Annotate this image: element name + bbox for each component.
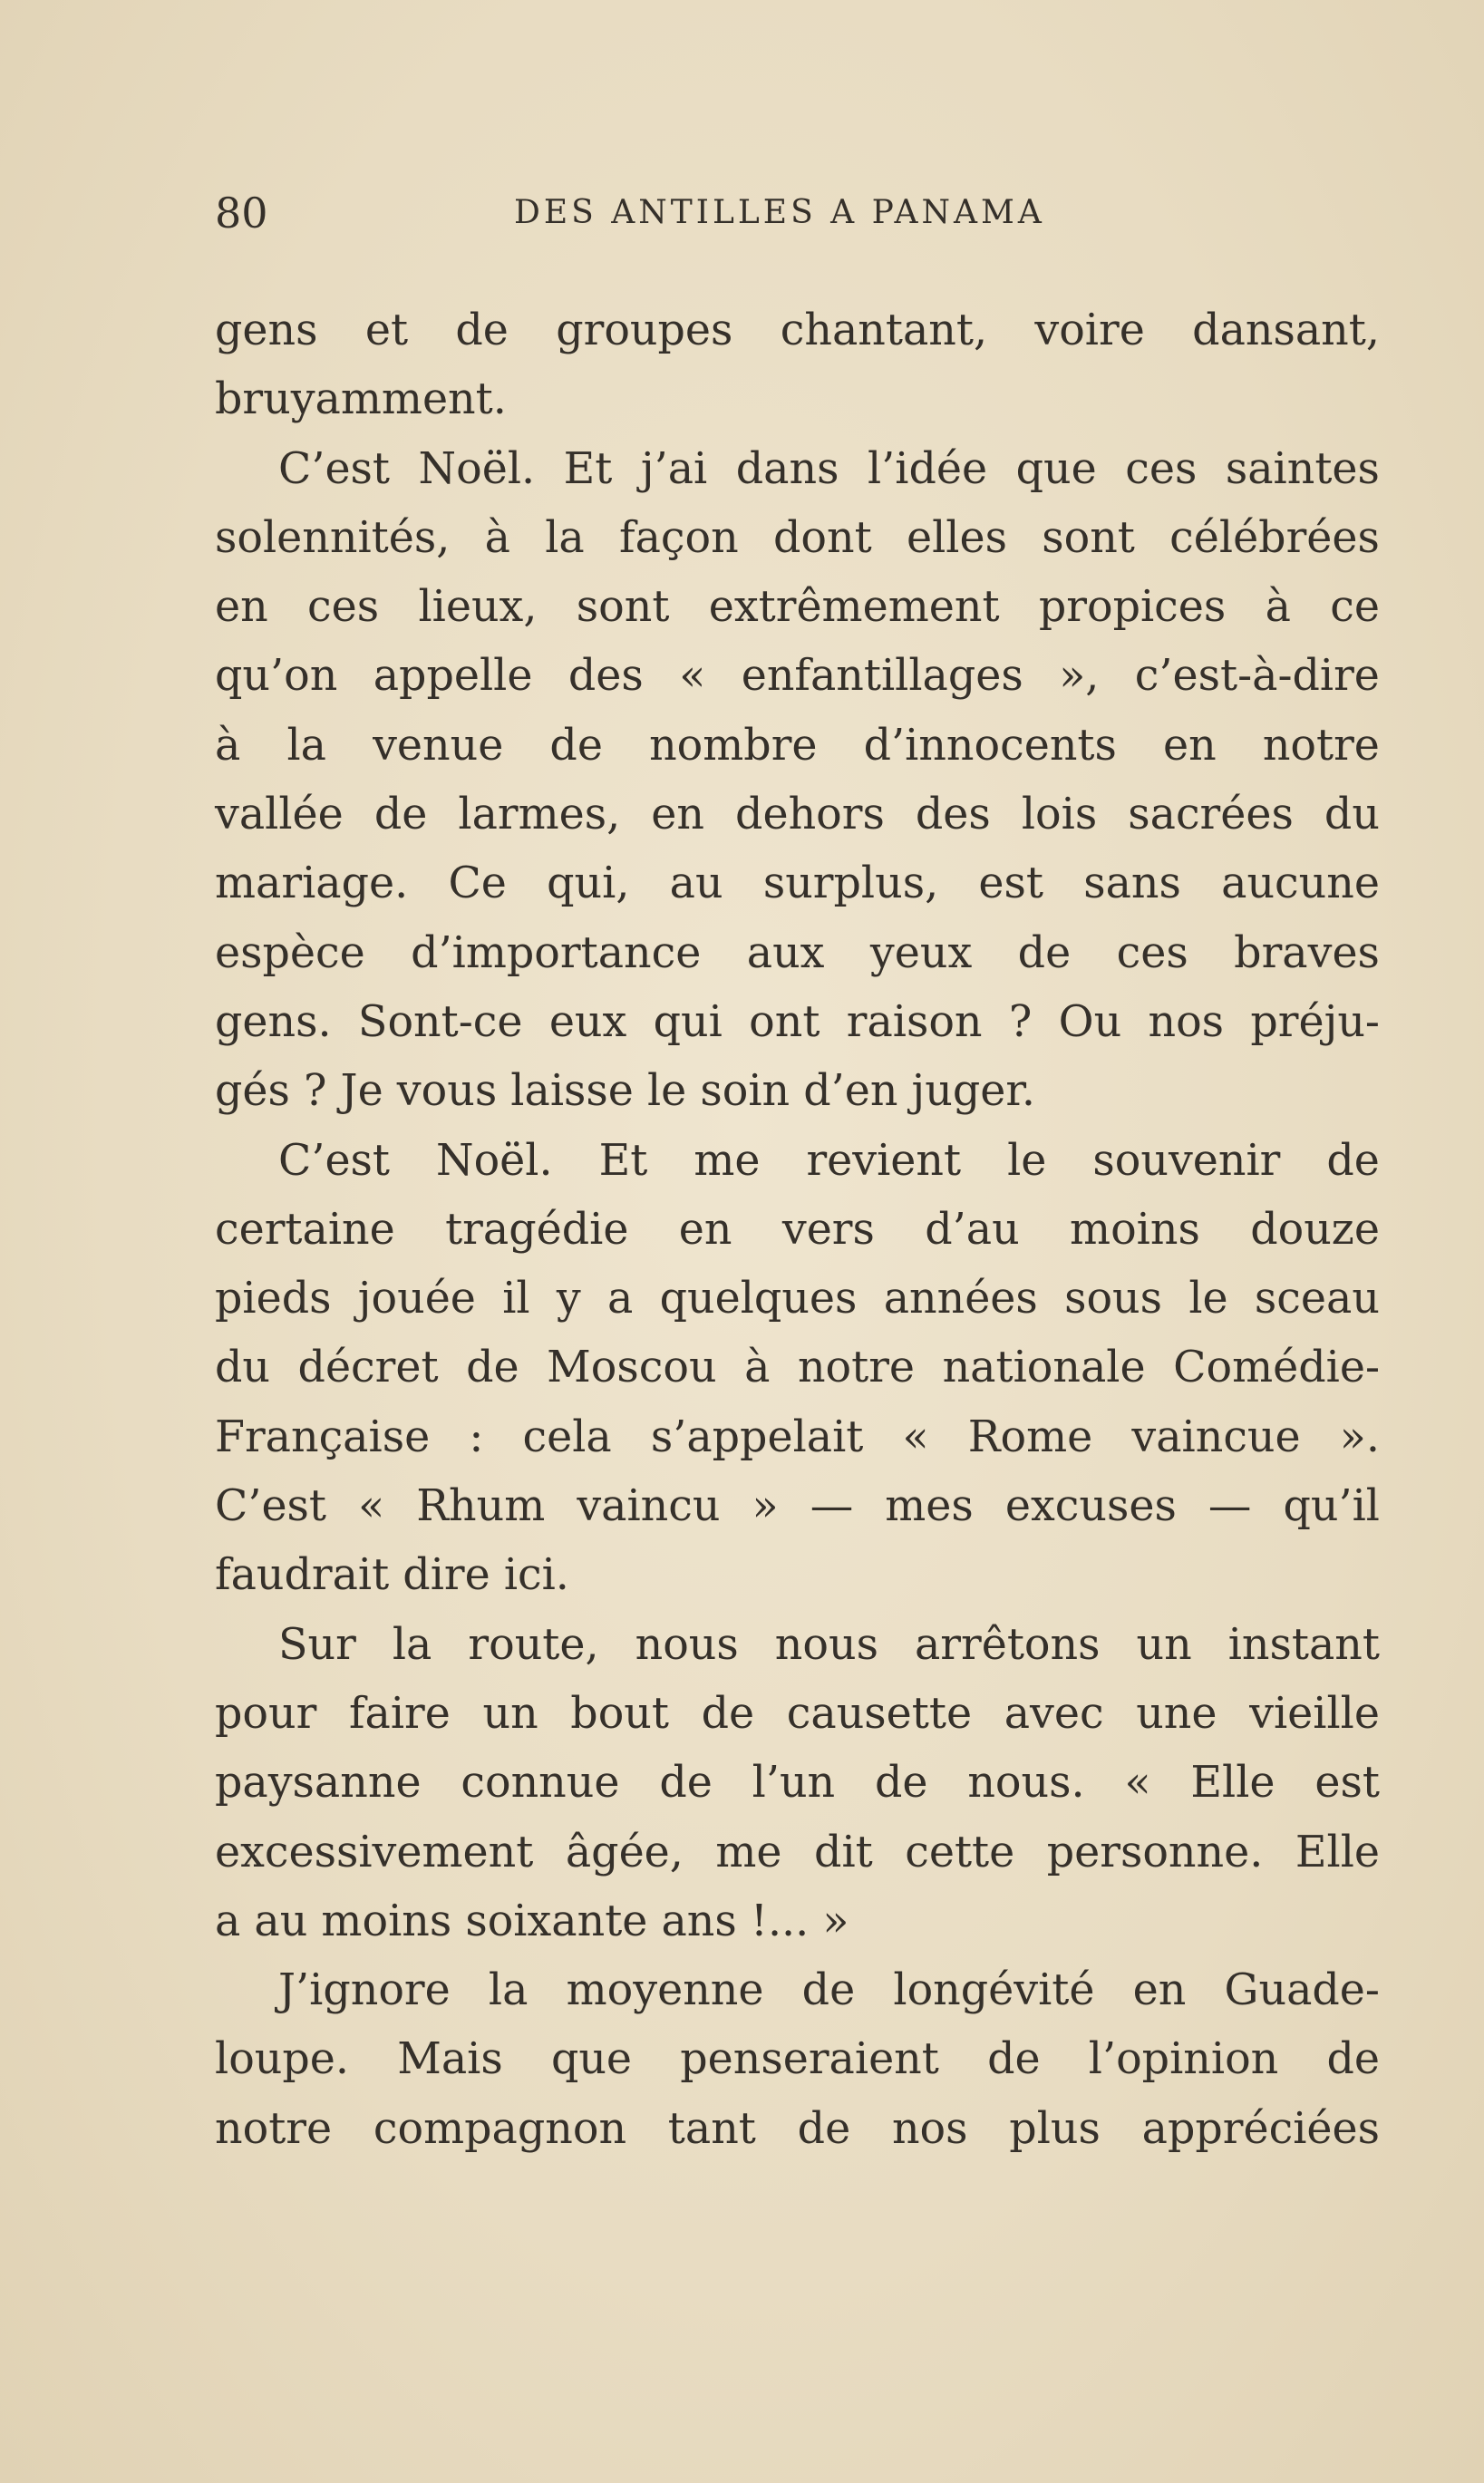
text-line: gens. Sont-ce eux qui ont raison ? Ou nos préju- [215,996,1380,1047]
text-line: du décret de Moscou à notre nationale Comédie- [215,1343,1380,1393]
text-line: loupe. Mais que penseraient de l’opinion de [215,2034,1380,2085]
text-line: qu’on appelle des « enfantillages », c’est-à-dire [215,651,1380,702]
text-line: J’ignore la moyenne de longévité en Guade- [278,1965,1380,2016]
text-line: certaine tragédie en vers d’au moins douze [215,1204,1380,1255]
text-line: mariage. Ce qui, au surplus, est sans aucune [215,858,1380,909]
text-line: gés ? Je vous laisse le soin d’en juger. [215,1066,1035,1117]
text-line: gens et de groupes chantant, voire dansant, [215,306,1380,355]
text-line: pieds jouée il y a quelques années sous le sceau [215,1274,1380,1324]
text-line: pour faire un bout de causette avec une vieille [215,1688,1380,1739]
text-line: en ces lieux, sont extrêmement propices à ce [215,582,1380,633]
text-line: paysanne connue de l’un de nous. « Elle est [215,1758,1380,1809]
text-line: excessivement âgée, me dit cette personne. Elle [215,1827,1380,1877]
text-line: C’est « Rhum vaincu » — mes excuses — qu’il [215,1481,1380,1532]
text-line: bruyamment. [215,374,507,425]
running-title: DES ANTILLES A PANAMA [514,194,1045,231]
text-line: solennités, à la façon dont elles sont célébrées [215,512,1380,563]
page-header [215,186,1384,240]
page-number: 80 [215,189,268,238]
text-line: Française : cela s’appelait « Rome vaincue ». [215,1411,1380,1462]
text-line: espèce d’importance aux yeux de ces braves [215,927,1380,978]
body-text [215,296,1380,2164]
text-line: C’est Noël. Et me revient le souvenir de [278,1135,1380,1186]
text-line: faudrait dire ici. [215,1550,569,1601]
text-line: à la venue de nombre d’innocents en notre [215,720,1380,771]
text-line: C’est Noël. Et j’ai dans l’idée que ces saintes [278,443,1380,494]
text-line: Sur la route, nous nous arrêtons un instant [278,1619,1380,1670]
text-line: a au moins soixante ans !... » [215,1896,849,1946]
text-line: vallée de larmes, en dehors des lois sacrées du [215,790,1380,840]
text-line: notre compagnon tant de nos plus appréciées [215,2103,1380,2154]
